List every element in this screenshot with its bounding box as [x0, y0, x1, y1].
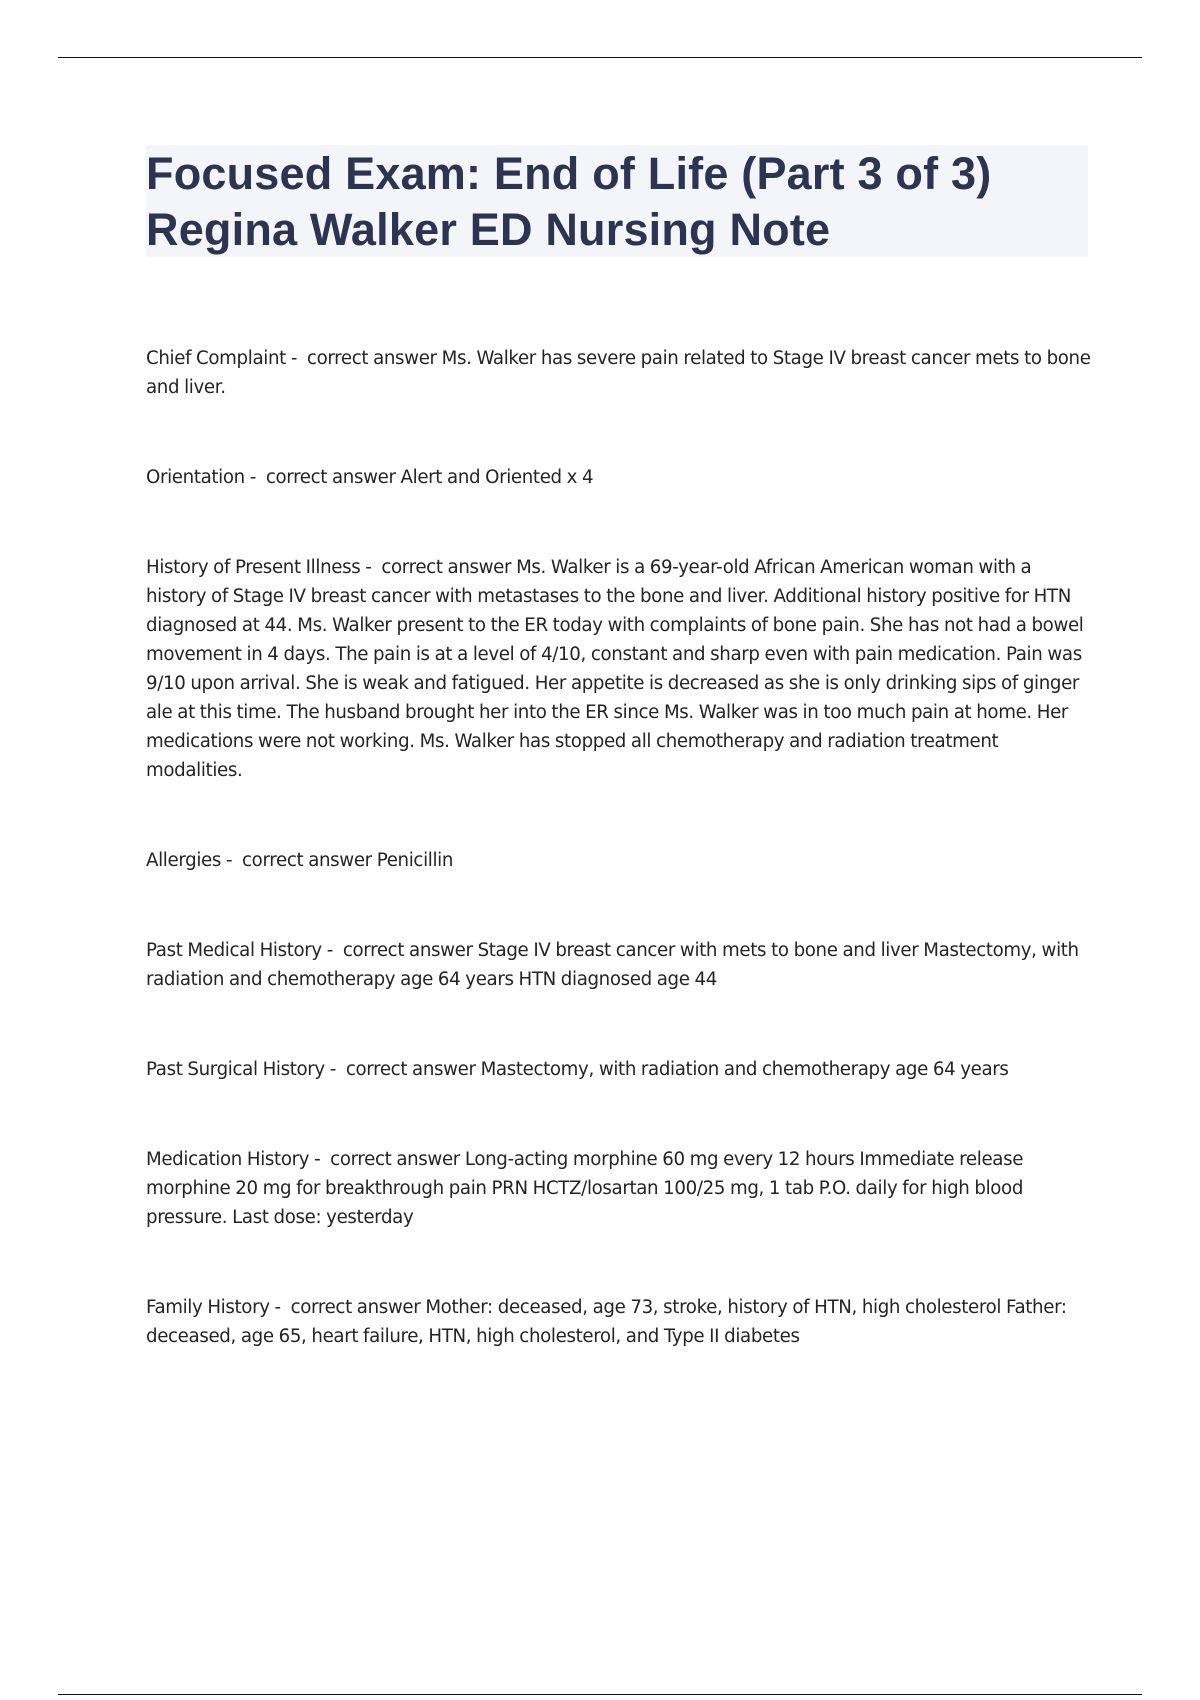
title-line-2: Regina Walker ED Nursing Note [146, 204, 831, 255]
bottom-rule [58, 1694, 1142, 1695]
entry-answer: Mother: deceased, age 73, stroke, history of HTN, high cholesterol Father: deceased, age 65, heart failure, HTN, high cholesterol, and Type II diabetes [146, 1297, 1067, 1347]
top-rule [58, 57, 1142, 58]
entry-orientation [146, 463, 1096, 492]
entry-label: Family History [146, 1297, 270, 1318]
entry-label: Medication History [146, 1149, 310, 1170]
entry-separator: - [285, 348, 307, 369]
qa-entries [146, 344, 1096, 1412]
entry-chief-complaint [146, 344, 1096, 402]
title-line-1: Focused Exam: End of Life (Part 3 of 3) [146, 148, 992, 199]
entry-label: Past Medical History [146, 940, 322, 961]
entry-separator: - [309, 1149, 331, 1170]
answer-prefix: correct answer [242, 850, 372, 871]
entry-label: Past Surgical History [146, 1059, 325, 1080]
entry-past-surgical-history [146, 1055, 1096, 1084]
answer-prefix: correct answer [265, 467, 396, 488]
entry-answer: Ms. Walker has severe pain related to Stage IV breast cancer mets to bone and liver. [146, 348, 1091, 398]
entry-label: Chief Complaint [146, 348, 286, 369]
entry-answer: Alert and Oriented x 4 [400, 467, 594, 488]
entry-separator: - [269, 1297, 291, 1318]
entry-separator: - [244, 467, 266, 488]
entry-label: History of Present Illness [146, 557, 361, 578]
page-title [146, 146, 1088, 258]
entry-answer: Long-acting morphine 60 mg every 12 hours Immediate release morphine 20 mg for breakthrough pain PRN HCTZ/losartan 100/25 mg, 1 tab P.O. daily for high blood pressure. Last dose: yesterday [146, 1149, 1024, 1228]
entry-separator: - [324, 1059, 346, 1080]
entry-label: Orientation [146, 467, 245, 488]
entry-answer: Penicillin [376, 850, 454, 871]
entry-medication-history [146, 1145, 1096, 1232]
entry-separator: - [221, 850, 243, 871]
entry-family-history [146, 1293, 1096, 1351]
answer-prefix: correct answer [345, 1059, 476, 1080]
entry-history-of-present-illness [146, 553, 1096, 785]
answer-prefix: correct answer [342, 940, 473, 961]
answer-prefix: correct answer [290, 1297, 421, 1318]
entry-answer: Stage IV breast cancer with mets to bone and liver Mastectomy, with radiation and chemotherapy age 64 years HTN diagnosed age 44 [146, 940, 1079, 990]
entry-allergies [146, 846, 1096, 875]
answer-prefix: correct answer [330, 1149, 460, 1170]
answer-prefix: correct answer [381, 557, 512, 578]
answer-prefix: correct answer [306, 348, 437, 369]
entry-answer: Ms. Walker is a 69-year-old African American woman with a history of Stage IV breast cancer with metastases to the bone and liver. Additional history positive for HTN diagnosed at 44. Ms. Walker present to the ER today with complaints of bone pain. She has not had a bowel movement in 4 days. The pain is at a level of 4/10, constant and sharp even with pain medication. Pain was 9/10 upon arrival. She is weak and fatigued. Her appetite is decreased as she is only drinking sips of ginger ale at this time. The husband brought her into the ER since Ms. Walker was in too much pain at home. Her medications were not working. Ms. Walker has stopped all chemotherapy and radiation treatment modalities. [146, 557, 1084, 781]
entry-label: Allergies [146, 850, 222, 871]
entry-separator: - [360, 557, 382, 578]
entry-past-medical-history [146, 936, 1096, 994]
entry-answer: Mastectomy, with radiation and chemotherapy age 64 years [480, 1059, 1009, 1080]
entry-separator: - [321, 940, 343, 961]
